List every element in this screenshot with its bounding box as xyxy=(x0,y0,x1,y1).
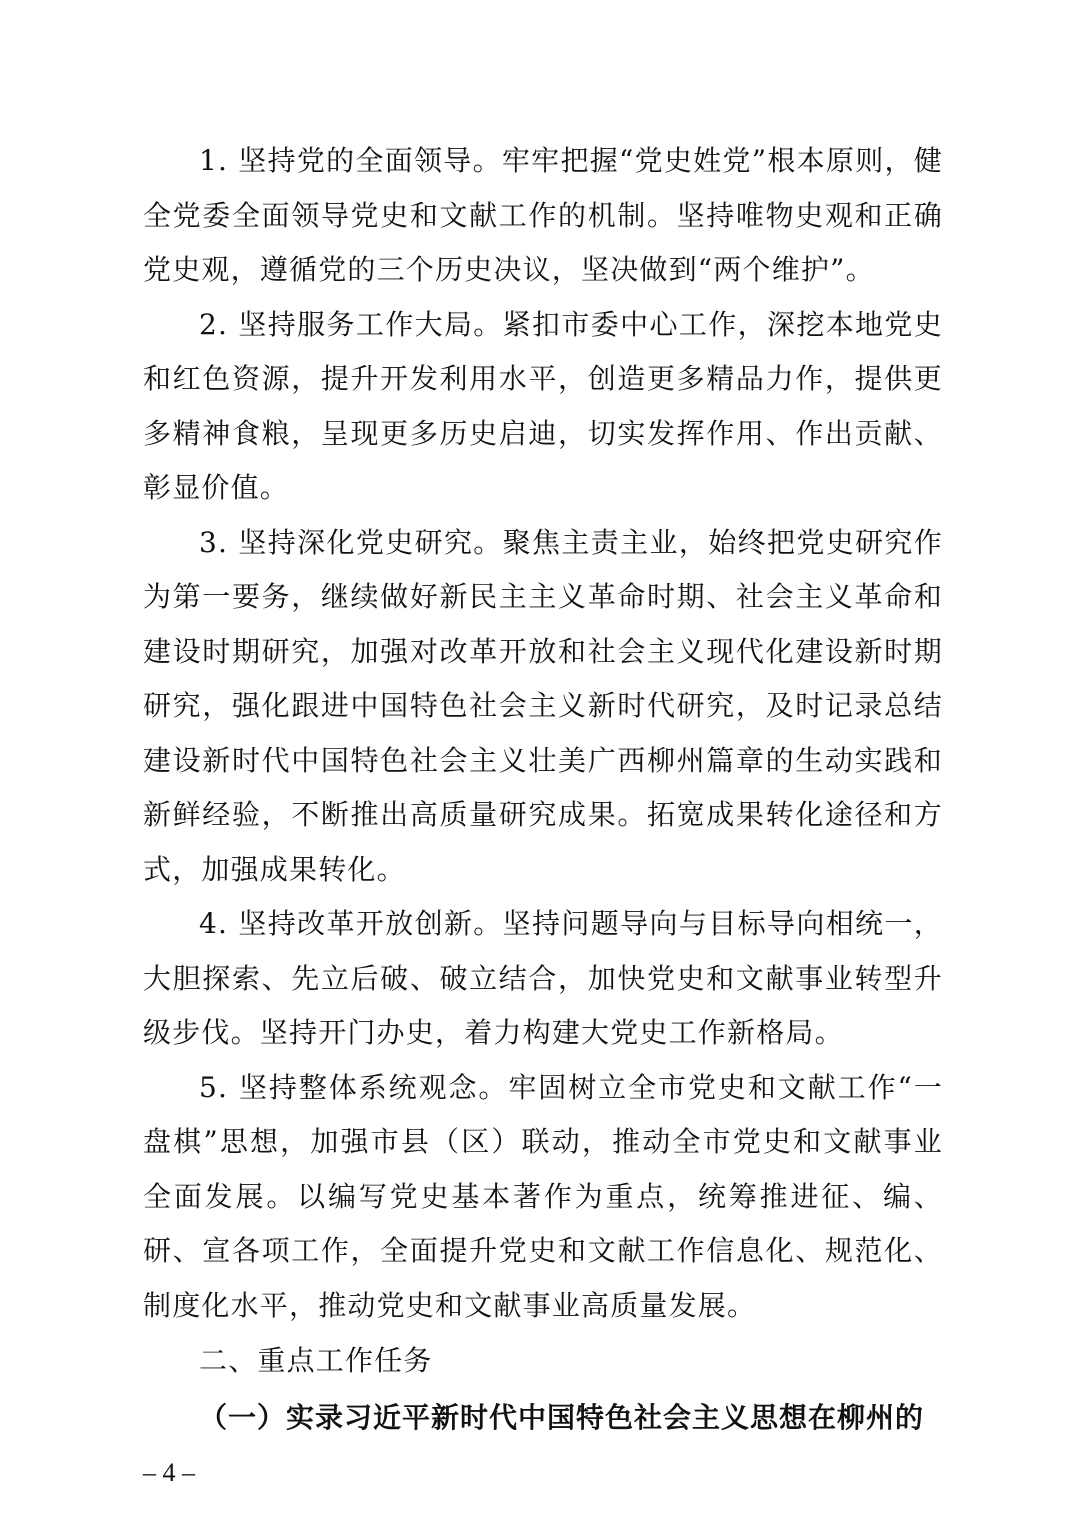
paragraph-principle-4: 4. 坚持改革开放创新。坚持问题导向与目标导向相统一，大胆探索、先立后破、破立结合，加快党史和文献事业转型升级步伐。坚持开门办史，着力构建大党史工作新格局。 xyxy=(143,907,943,1049)
subsection-heading: （一）实录习近平新时代中国特色社会主义思想在柳州的 xyxy=(199,1401,925,1434)
paragraph-principle-5: 5. 坚持整体系统观念。牢固树立全市党史和文献工作“一盘棋”思想，加强市县（区）联动，推动全市党史和文献事业全面发展。以编写党史基本著作为重点，统筹推进征、编、研、宣各项工作，全面提升党史和文献工作信息化、规范化、制度化水平，推动党史和文献事业高质量发展。 xyxy=(143,1070,943,1322)
document-body xyxy=(143,134,943,1447)
paragraph-principle-3: 3. 坚持深化党史研究。聚焦主责主业，始终把党史研究作为第一要务，继续做好新民主主义革命时期、社会主义革命和建设时期研究，加强对改革开放和社会主义现代化建设新时期研究，强化跟进中国特色社会主义新时代研究，及时记录总结建设新时代中国特色社会主义壮美广西柳州篇章的生动实践和新鲜经验，不断推出高质量研究成果。拓宽成果转化途径和方式，加强成果转化。 xyxy=(143,525,943,886)
paragraph-principle-2: 2. 坚持服务工作大局。紧扣市委中心工作，深挖本地党史和红色资源，提升开发利用水平，创造更多精品力作，提供更多精神食粮，呈现更多历史启迪，切实发挥作用、作出贡献、彰显价值。 xyxy=(143,307,943,504)
page-number: – 4 – xyxy=(143,1458,195,1487)
section-heading: 二、重点工作任务 xyxy=(199,1344,433,1377)
paragraph-principle-1: 1. 坚持党的全面领导。牢牢把握“党史姓党”根本原则，健全党委全面领导党史和文献工作的机制。坚持唯物史观和正确党史观，遵循党的三个历史决议，坚决做到“两个维护”。 xyxy=(143,144,943,286)
